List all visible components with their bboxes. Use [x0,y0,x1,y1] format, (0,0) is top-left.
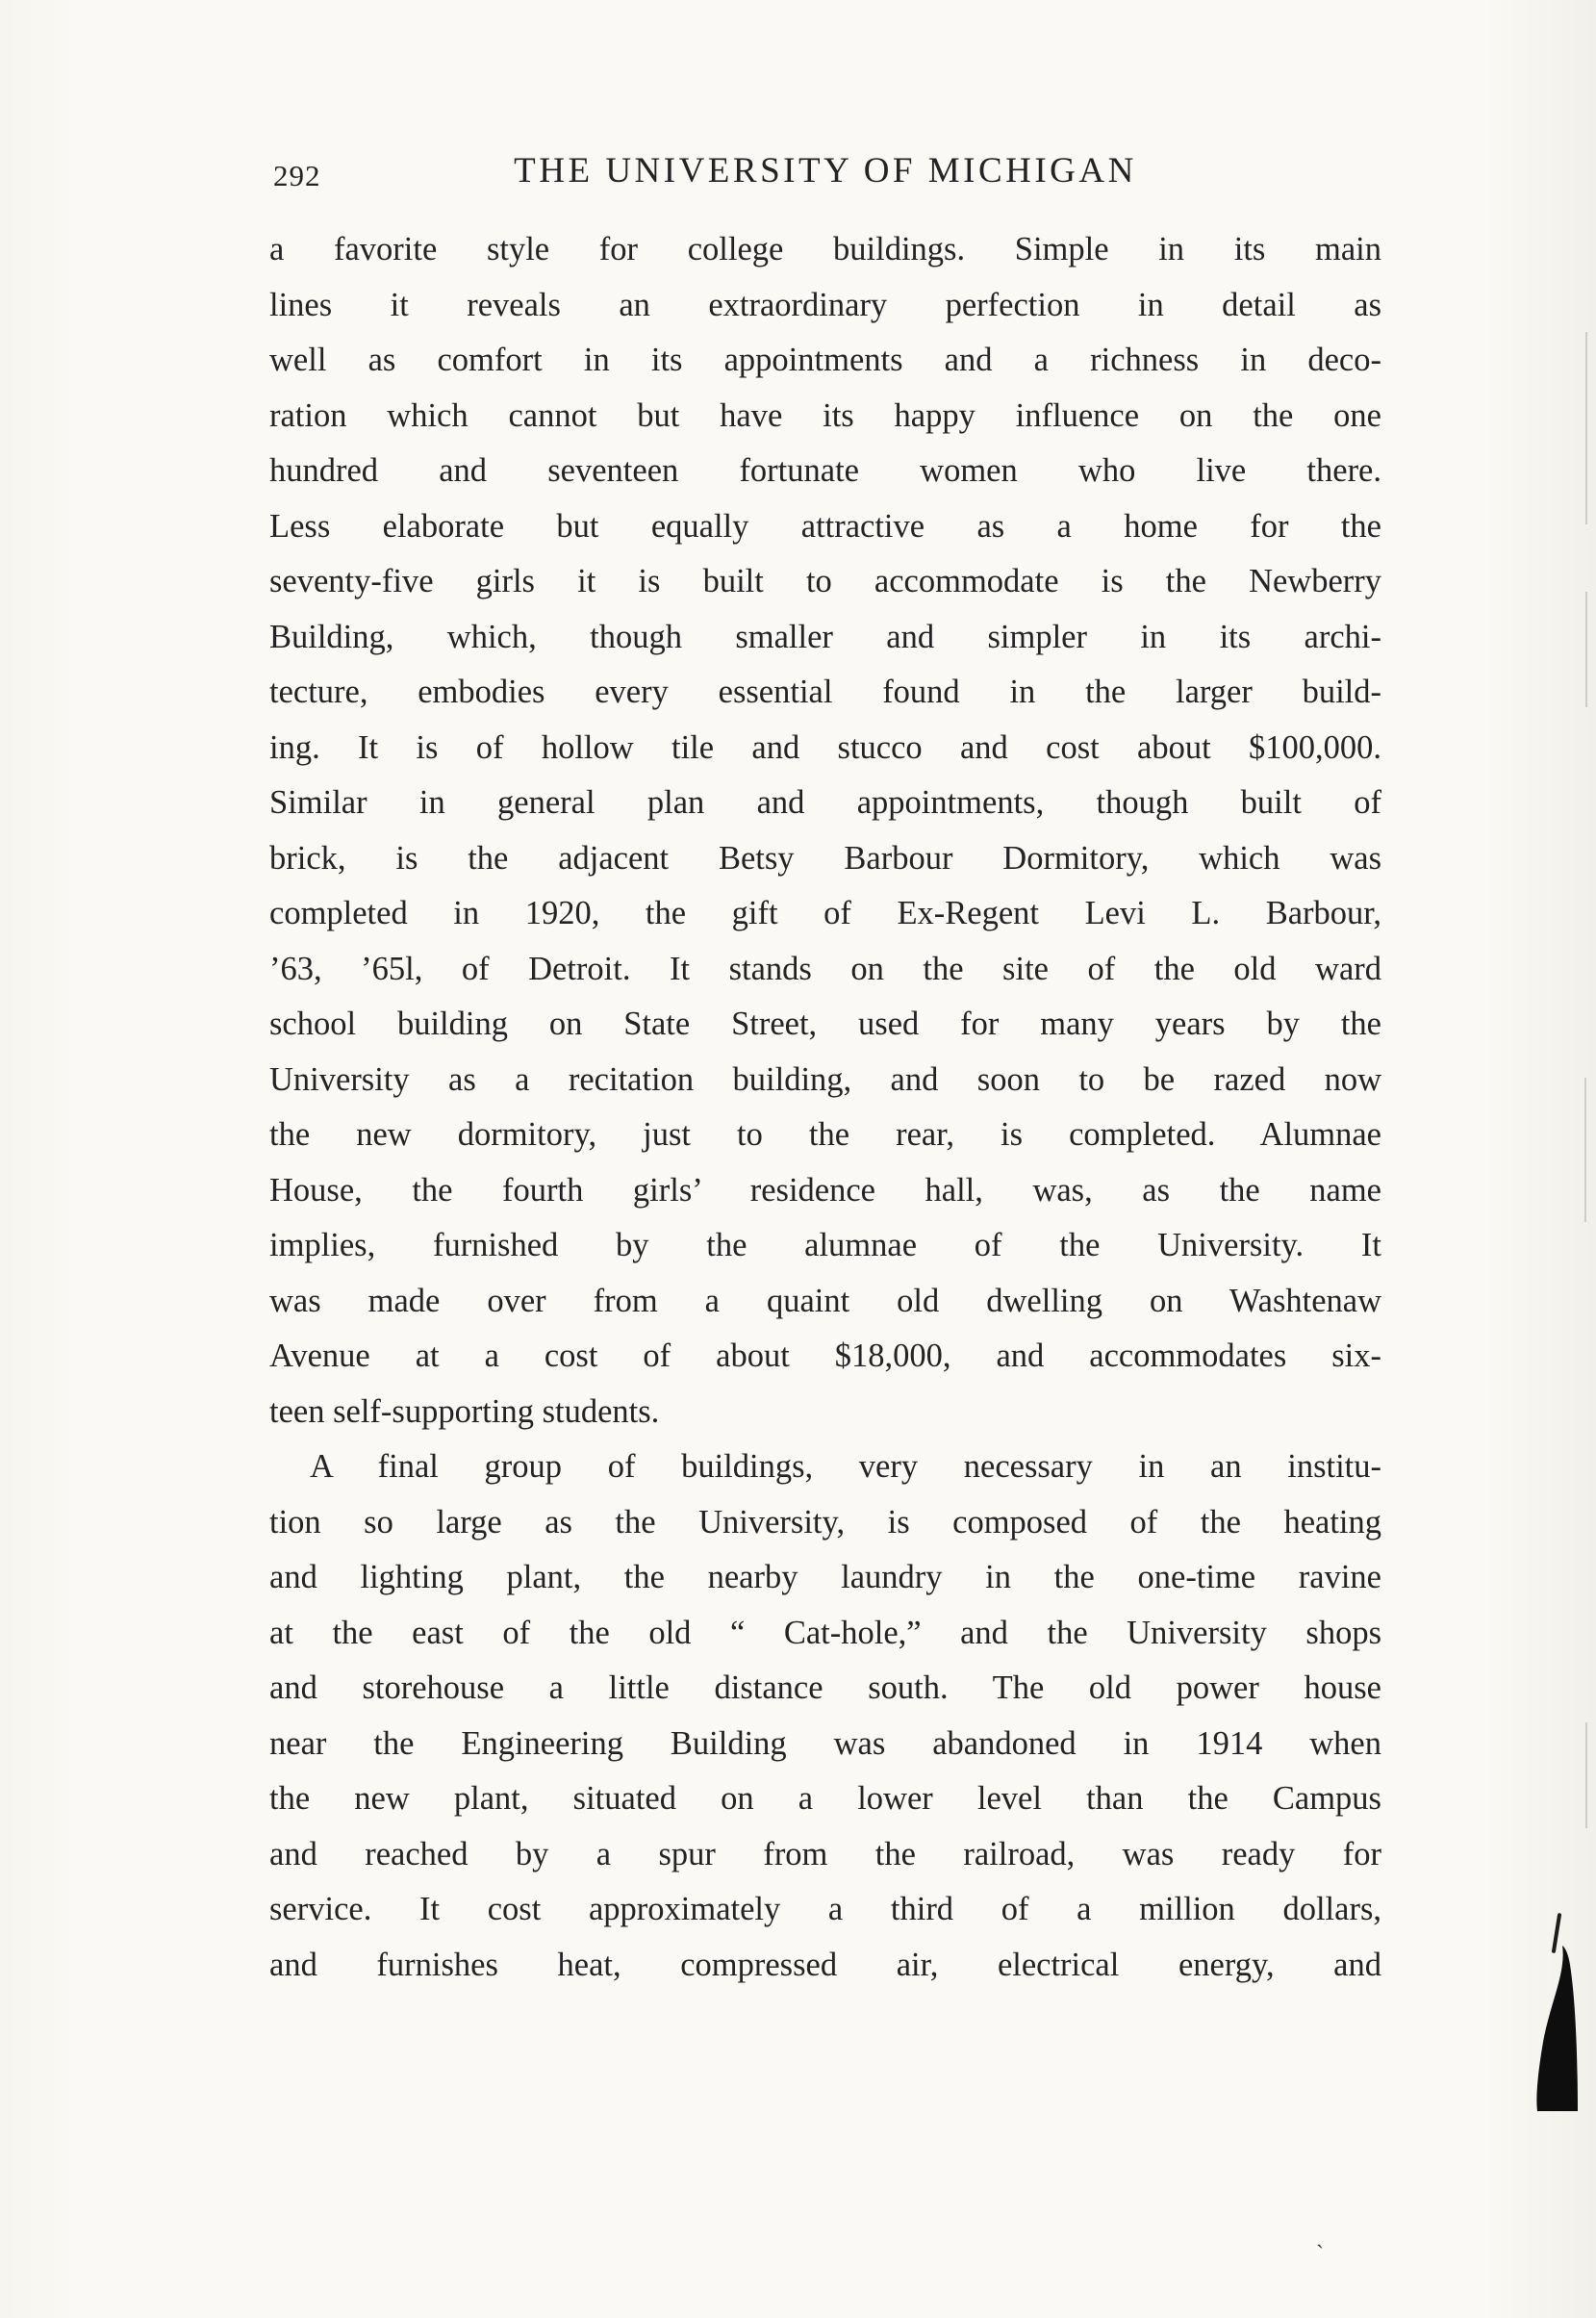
text-line: seventy-five girls it is built to accommodate is the Newberry [269,563,1381,599]
text-line: Building, which, though smaller and simpler in its archi- [269,618,1381,655]
text-line: the new plant, situated on a lower level than the Campus [269,1780,1381,1817]
text-line: A final group of buildings, very necessary in an institu- [310,1448,1381,1485]
text-line: school building on State Street, used for many years by the [269,1006,1381,1042]
page-header [269,150,1381,200]
text-line: ing. It is of hollow tile and stucco and cost about $100,000. [269,728,1381,766]
text-line: Avenue at a cost of about $18,000, and accommodates six- [269,1337,1381,1374]
text-line: a favorite style for college buildings. Simple in its main [269,231,1381,267]
text-line: teen self-supporting students. [269,1392,660,1430]
scan-artifact-line [1585,332,1587,524]
text-line: and reached by a spur from the railroad, was ready for [269,1835,1381,1872]
text-line: tion so large as the University, is composed of the heating [269,1503,1381,1541]
running-header: THE UNIVERSITY OF MICHIGAN [514,151,1137,191]
text-line: the new dormitory, just to the rear, is completed. Alumnae [269,1116,1381,1153]
text-line: lines it reveals an extraordinary perfection in detail as [269,286,1381,323]
text-line: well as comfort in its appointments and a richness in deco- [269,342,1381,378]
text-line: and furnishes heat, compressed air, electrical energy, and [269,1946,1381,1983]
text-line: near the Engineering Building was abandoned in 1914 when [269,1724,1381,1762]
scan-artifact-line [1585,592,1587,707]
scan-artifact-stray-mark: ` [1316,2242,1324,2267]
text-line: Similar in general plan and appointments, though built of [269,784,1381,821]
page-number: 292 [273,159,321,192]
text-line: House, the fourth girls’ residence hall, was, as the name [269,1171,1381,1209]
text-line: ration which cannot but have its happy influence on the one [269,396,1381,434]
text-line: was made over from a quaint old dwelling on Washtenaw [269,1282,1381,1319]
text-line: ’63, ’65l, of Detroit. It stands on the site of the old ward [269,950,1381,987]
body-text [269,222,1381,1993]
text-line: University as a recitation building, and soon to be razed now [269,1060,1381,1098]
text-line: and lighting plant, the nearby laundry in the one-time ravine [269,1559,1381,1595]
scan-artifact-blob [1533,1946,1585,2111]
text-line: implies, furnished by the alumnae of the University. It [269,1227,1381,1263]
scan-artifact-line [1584,1078,1586,1222]
text-line: brick, is the adjacent Betsy Barbour Dormitory, which was [269,839,1381,877]
scan-artifact-line [1585,1722,1587,1828]
text-line: tecture, embodies every essential found in the larger build- [269,674,1381,710]
text-line: Less elaborate but equally attractive as a home for the [269,507,1381,545]
text-line: completed in 1920, the gift of Ex-Regent Levi L. Barbour, [269,895,1381,931]
text-line: at the east of the old “ Cat-hole,” and the University shops [269,1614,1381,1651]
text-line: and storehouse a little distance south. The old power house [269,1669,1381,1706]
text-line: service. It cost approximately a third of a million dollars, [269,1891,1381,1927]
text-line: hundred and seventeen fortunate women who live there. [269,452,1381,489]
